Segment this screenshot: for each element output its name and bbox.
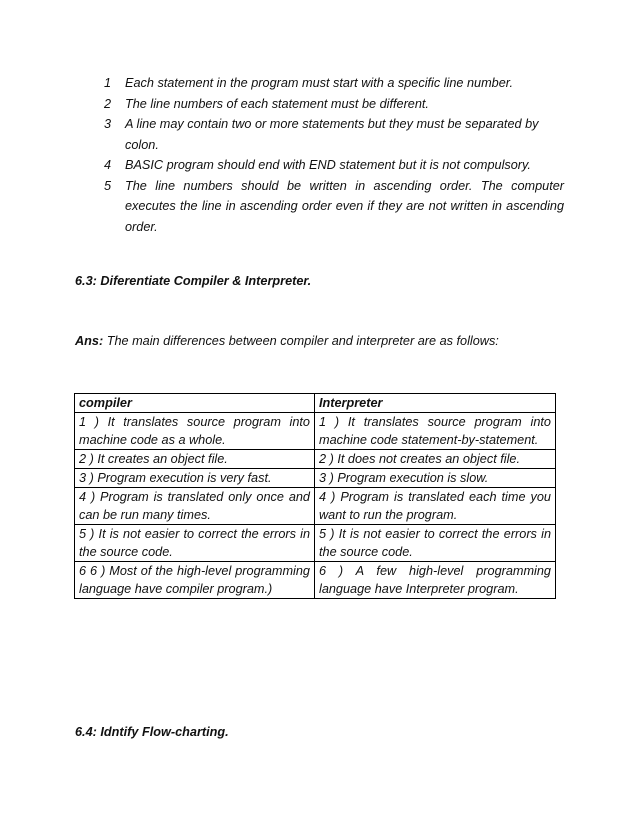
- table-row: [75, 562, 556, 599]
- table-row: [75, 413, 556, 450]
- table-row: [75, 488, 556, 525]
- table-cell: 3 ) Program execution is very fast.: [75, 469, 315, 488]
- table-cell: 1 ) It translates source program into machine code as a whole.: [75, 413, 315, 450]
- list-text: BASIC program should end with END statement but it is not compulsory.: [125, 158, 531, 172]
- list-text: Each statement in the program must start with a specific line number.: [125, 76, 514, 90]
- list-number: 4: [104, 158, 112, 172]
- answer-text: The main differences between compiler and interpreter are as follows:: [103, 334, 499, 348]
- list-text: The line numbers of each statement must be different.: [125, 96, 429, 111]
- table-cell: 6 6 ) Most of the high-level programming language have compiler program.): [75, 562, 315, 599]
- answer-label: Ans:: [75, 334, 104, 348]
- table-header-row: [75, 394, 556, 413]
- list-number: 2: [104, 96, 112, 111]
- list-item: [104, 94, 564, 115]
- section-heading-6-4: 6.4: Idntify Flow-charting.: [75, 725, 229, 739]
- table-cell: 3 ) Program execution is slow.: [315, 469, 556, 488]
- table-row: [75, 525, 556, 562]
- list-text: A line may contain two or more statements but they must be separated by colon.: [125, 117, 539, 152]
- header-interpreter: Interpreter: [315, 394, 556, 413]
- table-row: [75, 450, 556, 469]
- basic-rules-list: [104, 73, 564, 237]
- list-item: [104, 73, 564, 94]
- list-number: 1: [104, 76, 112, 90]
- table-cell: 5 ) It is not easier to correct the errors in the source code.: [315, 525, 556, 562]
- comparison-table: [74, 393, 556, 599]
- answer-paragraph: [75, 331, 499, 351]
- table-cell: 2 ) It creates an object file.: [75, 450, 315, 469]
- list-item: [104, 114, 564, 155]
- list-text: The line numbers should be written in ascending order. The computer executes the line in ascending order even if they are not written in ascending order.: [125, 178, 564, 234]
- table-cell: 2 ) It does not creates an object file.: [315, 450, 556, 469]
- list-item: [104, 176, 564, 238]
- table-cell: 4 ) Program is translated only once and can be run many times.: [75, 488, 315, 525]
- list-number: 3: [104, 117, 112, 131]
- table-cell: 4 ) Program is translated each time you want to run the program.: [315, 488, 556, 525]
- table-cell: 1 ) It translates source program into machine code statement-by-statement.: [315, 413, 556, 450]
- table-cell: 5 ) It is not easier to correct the errors in the source code.: [75, 525, 315, 562]
- table-row: [75, 469, 556, 488]
- list-item: [104, 155, 564, 176]
- header-compiler: compiler: [75, 394, 315, 413]
- section-heading-6-3: 6.3: Diferentiate Compiler & Interpreter.: [75, 274, 312, 288]
- table-cell: 6 ) A few high-level programming language have Interpreter program.: [315, 562, 556, 599]
- list-number: 5: [104, 178, 112, 193]
